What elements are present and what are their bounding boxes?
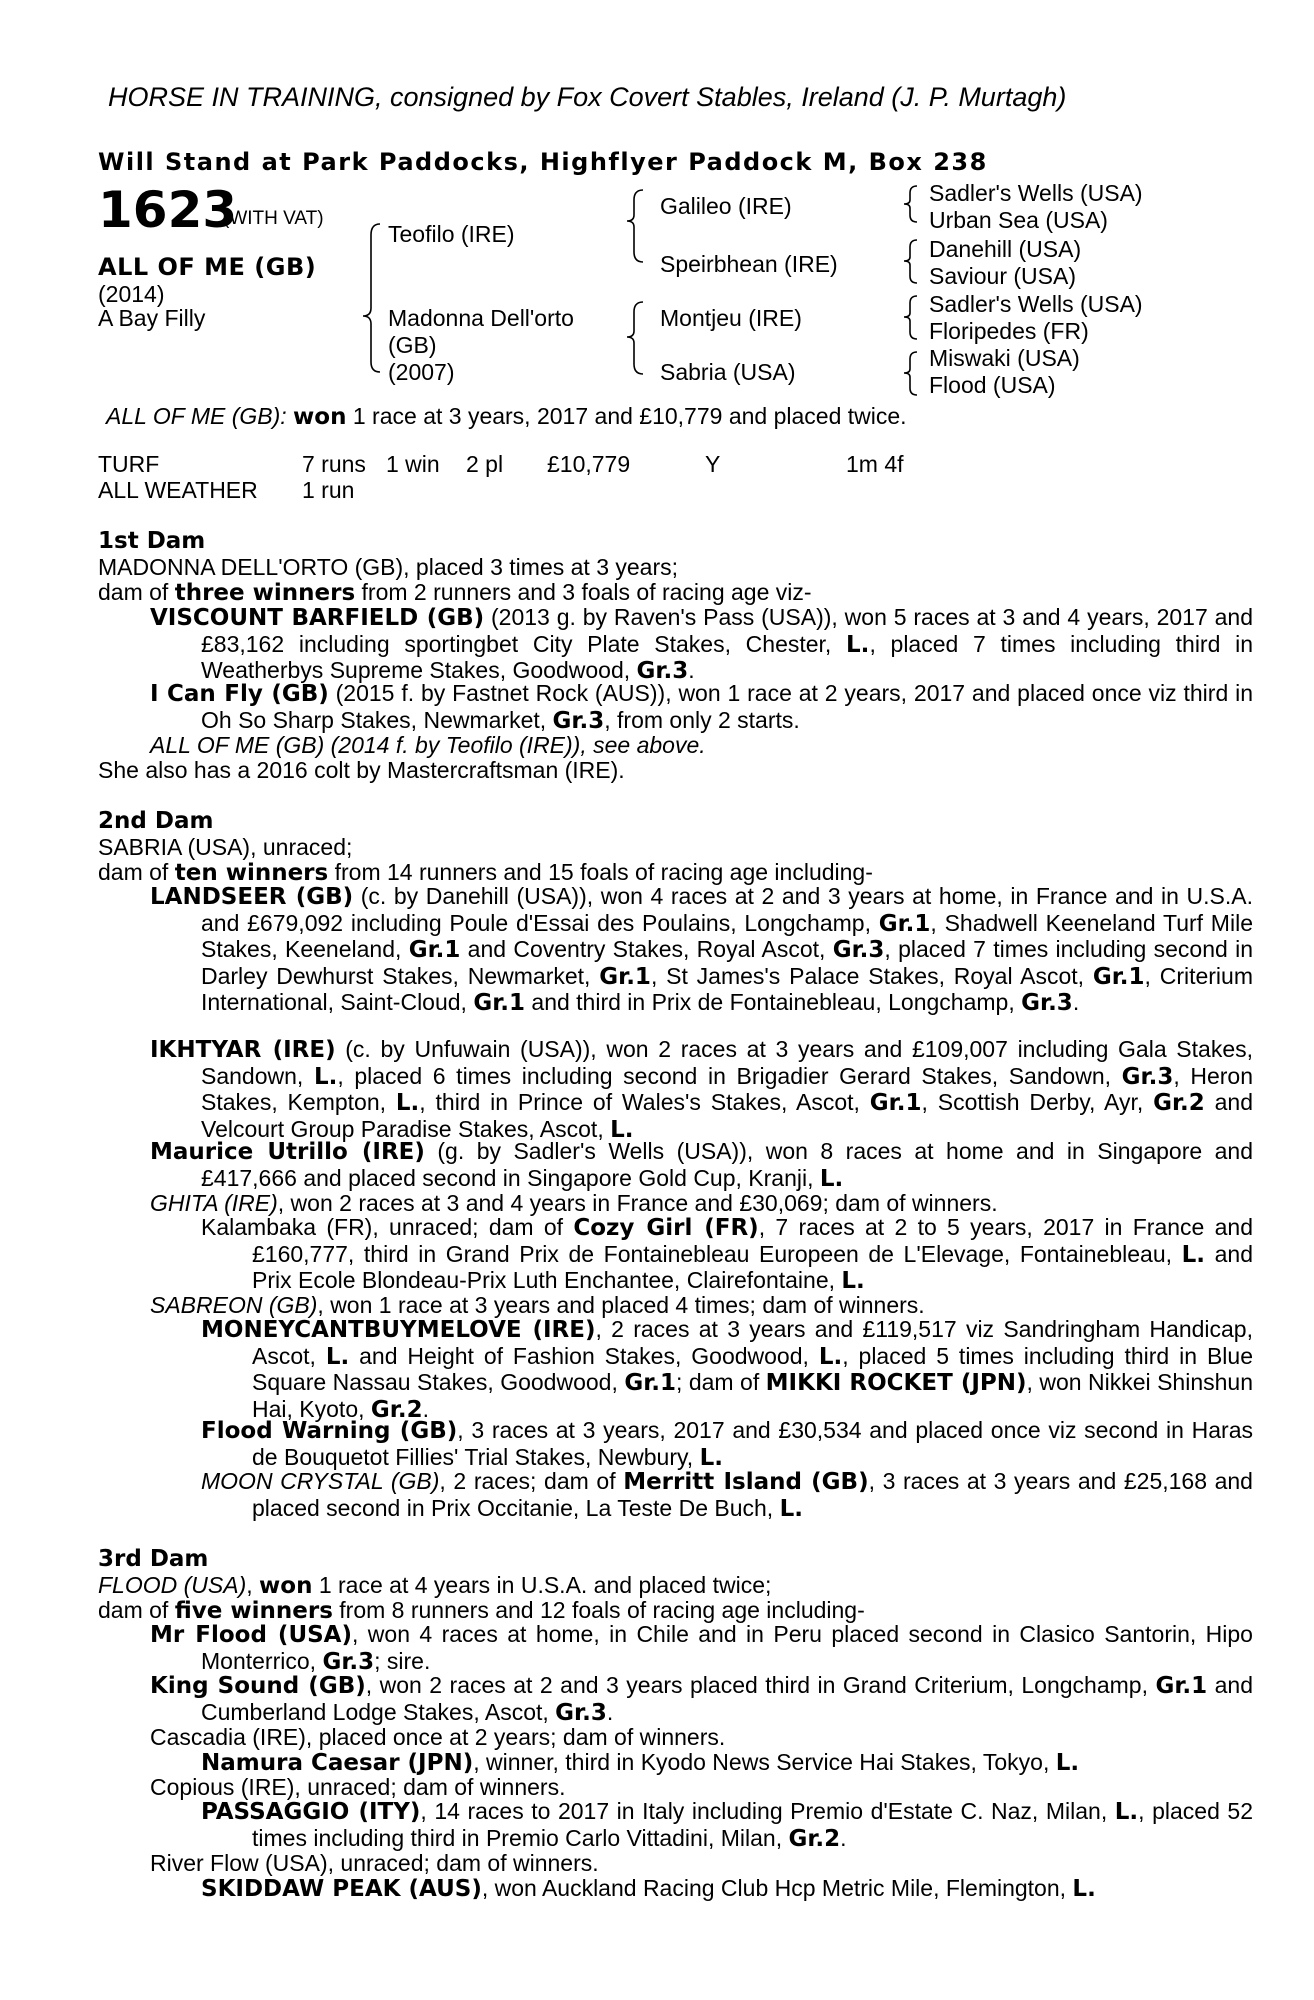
produce-viscount-barfield: VISCOUNT BARFIELD (GB) (2013 g. by Raven's Pass (USA)), won 5 races at 3 and 4 years, 2017 and £83,162 including sportingbet City Plate Stakes, Chester, L., placed 7 times including third in Weatherbys Supreme Stakes, Goodwood, Gr.3. bbox=[150, 604, 1253, 684]
produce-king-sound: King Sound (GB), won 2 races at 2 and 3 years placed third in Grand Criterium, Longchamp, Gr.1 and Cumberland Lodge Stakes, Ascot, Gr.3. bbox=[150, 1672, 1254, 1726]
produce-all-of-me: ALL OF ME (GB) (2014 f. by Teofilo (IRE)), see above. bbox=[150, 732, 706, 758]
pedigree-gg6: Floripedes (FR) bbox=[929, 318, 1089, 344]
produce-ghita: GHITA (IRE), won 2 races at 3 and 4 years in France and £30,069; dam of winners. bbox=[150, 1190, 998, 1216]
stand-location: Will Stand at Park Paddocks, Highflyer Paddock M, Box 238 bbox=[98, 148, 988, 176]
pedigree-sire: Teofilo (IRE) bbox=[388, 221, 515, 247]
first-dam-heading: 1st Dam bbox=[98, 528, 206, 554]
second-dam-produce-line: dam of ten winners from 14 runners and 15 foals of racing age including- bbox=[98, 859, 873, 886]
horse-name: ALL OF ME (GB) bbox=[98, 253, 317, 281]
produce-cascadia: Cascadia (IRE), placed once at 2 years; dam of winners. bbox=[150, 1724, 726, 1750]
second-dam-line: SABRIA (USA), unraced; bbox=[98, 834, 353, 860]
produce-river-flow: River Flow (USA), unraced; dam of winners. bbox=[150, 1850, 599, 1876]
pedigree-gg5: Sadler's Wells (USA) bbox=[929, 291, 1143, 317]
produce-skiddaw-peak: SKIDDAW PEAK (AUS), won Auckland Racing Club Hcp Metric Mile, Flemington, L. bbox=[201, 1875, 1096, 1902]
pedigree-dam-line3: (2007) bbox=[388, 359, 455, 385]
pedigree-gg4: Saviour (USA) bbox=[929, 263, 1076, 289]
first-dam-2016-colt: She also has a 2016 colt by Mastercraftsman (IRE). bbox=[98, 757, 625, 783]
turf-runs: 7 runs bbox=[302, 451, 366, 477]
pedigree-sire-sire: Galileo (IRE) bbox=[660, 193, 792, 219]
pedigree-brackets bbox=[0, 0, 1314, 420]
consignor-header: HORSE IN TRAINING, consigned by Fox Covert Stables, Ireland (J. P. Murtagh) bbox=[108, 82, 1067, 112]
produce-ikhtyar: IKHTYAR (IRE) (c. by Unfuwain (USA)), won 2 races at 3 years and £109,007 including Gala Stakes, Sandown, L., placed 6 times including second in Brigadier Gerard Stakes, Sandown, Gr.3, Heron Stakes, Kempton, L., third in Prince of Wales's Stakes, Ascot, Gr.1, Scottish Derby, Ayr, Gr.2 and Velcourt Group Paradise Stakes, Ascot, L. bbox=[150, 1036, 1254, 1143]
pedigree-gg8: Flood (USA) bbox=[929, 372, 1056, 398]
pedigree-gg3: Danehill (USA) bbox=[929, 236, 1082, 262]
turf-placed: 2 pl bbox=[466, 451, 504, 477]
produce-moneycantbuymelove: MONEYCANTBUYMELOVE (IRE), 2 races at 3 years and £119,517 viz Sandringham Handicap, Ascot, L. and Height of Fashion Stakes, Goodwood, L., placed 5 times including third in Blue Square Nassau Stakes, Goodwood, Gr.1; dam of MIKKI ROCKET (JPN), won Nikkei Shinshun Hai, Kyoto, Gr.2. bbox=[201, 1316, 1253, 1423]
all-weather-runs: 1 run bbox=[302, 477, 355, 503]
horse-description: A Bay Filly bbox=[98, 305, 206, 331]
produce-i-can-fly: I Can Fly (GB) (2015 f. by Fastnet Rock (AUS)), won 1 race at 2 years, 2017 and placed once viz third in Oh So Sharp Stakes, Newmarket, Gr.3, from only 2 starts. bbox=[150, 680, 1253, 734]
pedigree-dam-line2: (GB) bbox=[388, 332, 437, 358]
turf-going: Y bbox=[705, 451, 721, 477]
produce-maurice-utrillo: Maurice Utrillo (IRE) (g. by Sadler's Wells (USA)), won 8 races at home and in Singapore and £417,666 and placed second in Singapore Gold Cup, Kranji, L. bbox=[150, 1138, 1253, 1192]
turf-label: TURF bbox=[98, 451, 160, 477]
first-dam-produce-line: dam of three winners from 2 runners and 3 foals of racing age viz- bbox=[98, 579, 812, 606]
third-dam-produce-line: dam of five winners from 8 runners and 12 foals of racing age including- bbox=[98, 1597, 865, 1624]
turf-earnings: £10,779 bbox=[547, 451, 631, 477]
produce-moon-crystal: MOON CRYSTAL (GB), 2 races; dam of Merritt Island (GB), 3 races at 3 years and £25,168 and placed second in Prix Occitanie, La Teste De Buch, L. bbox=[201, 1468, 1253, 1522]
race-summary: ALL OF ME (GB): won 1 race at 3 years, 2017 and £10,779 and placed twice. bbox=[106, 403, 907, 430]
produce-landseer: LANDSEER (GB) (c. by Danehill (USA)), won 4 races at 2 and 3 years at home, in France and in U.S.A. and £679,092 including Poule d'Essai des Poulains, Longchamp, Gr.1, Shadwell Keeneland Turf Mile Stakes, Keeneland, Gr.1 and Coventry Stakes, Royal Ascot, Gr.3, placed 7 times including second in Darley Dewhurst Stakes, Newmarket, Gr.1, St James's Palace Stakes, Royal Ascot, Gr.1, Criterium International, Saint-Cloud, Gr.1 and third in Prix de Fontainebleau, Longchamp, Gr.3. bbox=[150, 883, 1253, 1016]
vat-label: (WITH VAT) bbox=[223, 208, 324, 229]
all-weather-label: ALL WEATHER bbox=[98, 477, 258, 503]
produce-sabreon: SABREON (GB), won 1 race at 3 years and placed 4 times; dam of winners. bbox=[150, 1292, 925, 1318]
produce-passaggio: PASSAGGIO (ITY), 14 races to 2017 in Italy including Premio d'Estate C. Naz, Milan, L., placed 52 times including third in Premio Carlo Vittadini, Milan, Gr.2. bbox=[201, 1798, 1254, 1852]
produce-flood-warning: Flood Warning (GB), 3 races at 3 years, 2017 and £30,534 and placed once viz second in Haras de Bouquetot Fillies' Trial Stakes, Newbury, L. bbox=[201, 1417, 1253, 1471]
third-dam-line: FLOOD (USA), won 1 race at 4 years in U.S.A. and placed twice; bbox=[98, 1572, 772, 1599]
third-dam-heading: 3rd Dam bbox=[98, 1546, 209, 1572]
first-dam-line: MADONNA DELL'ORTO (GB), placed 3 times at 3 years; bbox=[98, 554, 679, 580]
produce-namura-caesar: Namura Caesar (JPN), winner, third in Kyodo News Service Hai Stakes, Tokyo, L. bbox=[201, 1749, 1080, 1776]
pedigree-sire-dam: Speirbhean (IRE) bbox=[660, 251, 838, 277]
produce-kalambaka: Kalambaka (FR), unraced; dam of Cozy Girl (FR), 7 races at 2 to 5 years, 2017 in France and £160,777, third in Grand Prix de Fontainebleau Europeen de L'Elevage, Fontainebleau, L. and Prix Ecole Blondeau-Prix Luth Enchantee, Clairefontaine, L. bbox=[201, 1214, 1254, 1294]
pedigree-gg7: Miswaki (USA) bbox=[929, 345, 1080, 371]
pedigree-gg2: Urban Sea (USA) bbox=[929, 207, 1108, 233]
produce-copious: Copious (IRE), unraced; dam of winners. bbox=[150, 1774, 566, 1800]
foaling-year: (2014) bbox=[98, 281, 165, 307]
turf-wins: 1 win bbox=[386, 451, 440, 477]
produce-mr-flood: Mr Flood (USA), won 4 races at home, in Chile and in Peru placed second in Clasico Santorin, Hipo Monterrico, Gr.3; sire. bbox=[150, 1621, 1253, 1675]
pedigree-dam-sire: Montjeu (IRE) bbox=[660, 305, 802, 331]
pedigree-gg1: Sadler's Wells (USA) bbox=[929, 180, 1143, 206]
lot-number: 1623 bbox=[98, 181, 238, 239]
pedigree-dam-line1: Madonna Dell'orto bbox=[388, 305, 574, 331]
second-dam-heading: 2nd Dam bbox=[98, 808, 214, 834]
turf-distance: 1m 4f bbox=[846, 451, 904, 477]
pedigree-dam-dam: Sabria (USA) bbox=[660, 359, 796, 385]
